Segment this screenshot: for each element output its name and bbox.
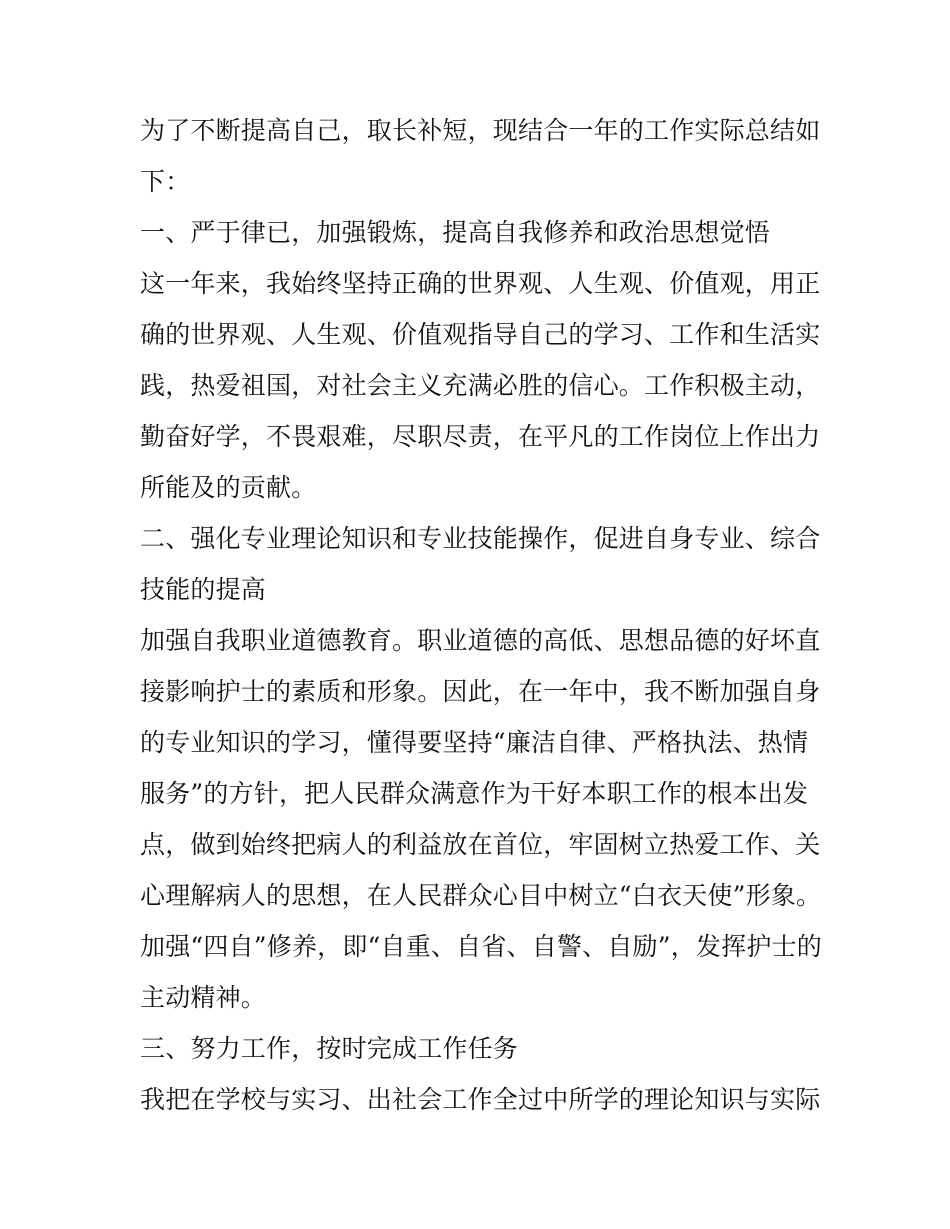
paragraph-line: 服务”的方针，把人民群众满意作为干好本职工作的根本出发 (140, 779, 809, 808)
paragraph-line: 点，做到始终把病人的利益放在首位，牢固树立热爱工作、关 (140, 830, 821, 859)
paragraph-line: 践，热爱祖国，对社会主义充满必胜的信心。工作积极主动， (140, 371, 821, 400)
paragraph-line: 心理解病人的思想，在人民群众心目中树立“白衣天使”形象。 (140, 881, 822, 910)
paragraph-line: 主动精神。 (140, 983, 267, 1012)
paragraph-line: 的专业知识的学习，懂得要坚持“廉洁自律、严格执法、热情 (140, 728, 809, 757)
paragraph-line: 勤奋好学，不畏艰难，尽职尽责，在平凡的工作岗位上作出力 (140, 422, 821, 451)
paragraph-line: 确的世界观、人生观、价值观指导自己的学习、工作和生活实 (140, 320, 821, 349)
section-heading: 二、强化专业理论知识和专业技能操作，促进自身专业、综合 (140, 524, 821, 553)
intro-line: 为了不断提高自己，取长补短，现结合一年的工作实际总结如 (140, 116, 821, 145)
intro-line: 下： (140, 167, 191, 196)
paragraph-line: 这一年来，我始终坚持正确的世界观、人生观、价值观，用正 (140, 269, 821, 298)
paragraph-line: 我把在学校与实习、出社会工作全过中所学的理论知识与实际 (140, 1085, 821, 1114)
paragraph-line: 所能及的贡献。 (140, 473, 317, 502)
section-heading: 三、努力工作，按时完成工作任务 (140, 1034, 519, 1063)
document-body (140, 105, 820, 1125)
section-heading: 技能的提高 (140, 575, 267, 604)
paragraph-line: 加强自我职业道德教育。职业道德的高低、思想品德的好坏直 (140, 626, 821, 655)
paragraph-line: 接影响护士的素质和形象。因此，在一年中，我不断加强自身 (140, 677, 821, 706)
paragraph-line: 加强“四自”修养，即“自重、自省、自警、自励”，发挥护士的 (140, 932, 822, 961)
section-heading: 一、严于律已，加强锻炼，提高自我修养和政治思想觉悟 (140, 218, 771, 247)
